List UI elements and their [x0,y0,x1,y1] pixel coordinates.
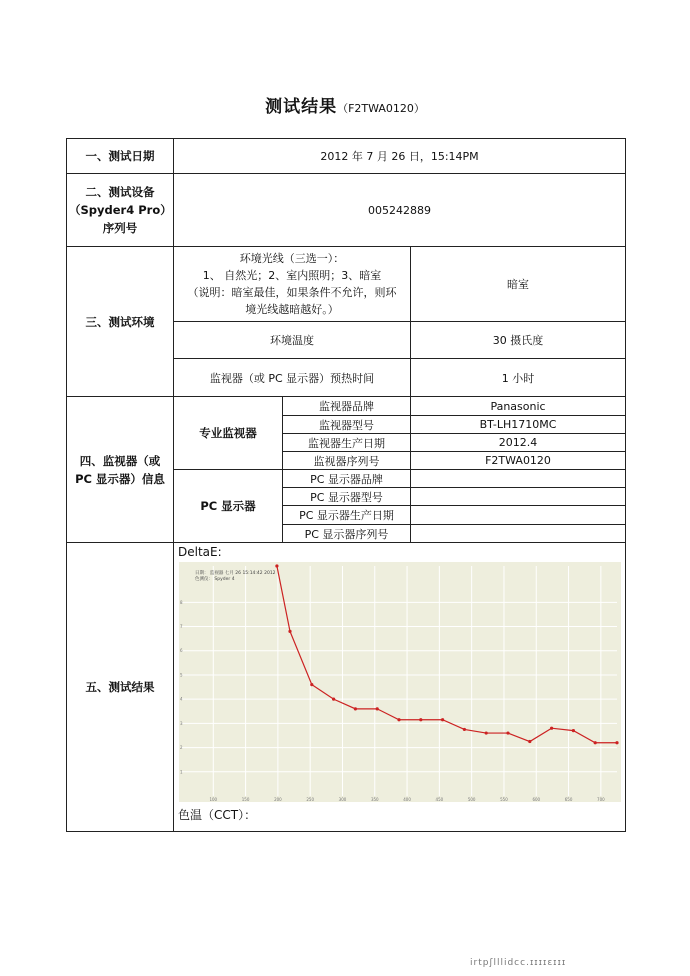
field-value: Panasonic [411,397,626,416]
x-tick-label: 700 [597,797,605,802]
warmup-label: 监视器（或 PC 显示器）预热时间 [174,359,411,397]
cct-label: 色温（CCT）： [178,808,257,822]
y-tick-label: 8 [180,599,183,605]
deltae-data-point [332,698,335,701]
light-desc-line2: 1、 自然光；2、室内照明；3、暗室 [202,269,382,282]
x-tick-label: 150 [241,797,250,802]
y-tick-label: 6 [180,648,183,654]
y-tick-label: 1 [180,769,183,775]
field-value: BT-LH1710MC [411,416,626,434]
device-label-line3: 序列号 [102,221,138,235]
deltae-data-point [310,683,313,686]
field-name: 监视器序列号 [283,452,411,470]
deltae-data-point [594,741,597,744]
result-table [66,138,626,832]
field-value [411,470,626,488]
x-tick-label: 300 [338,797,347,802]
field-name: PC 显示器序列号 [283,525,411,543]
row-result [67,543,626,832]
field-name: PC 显示器品牌 [283,470,411,488]
x-tick-label: 450 [435,797,444,802]
temp-label: 环境温度 [174,322,411,359]
date-label: 一、测试日期 [67,139,174,174]
title-main: 测试结果 [265,97,338,117]
chart-header-line1: 日期： 监视器 七月 26 15:14:42 2012 [195,571,276,576]
x-tick-label: 200 [274,797,282,802]
row-pro-brand [67,397,626,416]
warmup-value: 1 小时 [411,359,626,397]
deltae-data-point [275,564,278,567]
title-serial: （F2TWA0120） [337,102,425,115]
deltae-data-point [463,728,466,731]
device-label-line1: 二、测试设备 [85,185,155,199]
light-desc-line4: 境光线越暗越好。） [245,303,339,316]
row-date [67,139,626,174]
x-tick-label: 250 [306,797,315,802]
deltae-chart [179,562,621,802]
document-title [0,92,690,117]
footer-scribble: irtpʃlllidcc.ɪɪɪɪɛɪɪɪ [470,958,567,968]
x-tick-label: 600 [532,797,541,802]
y-tick-label: 3 [180,720,183,726]
field-value: F2TWA0120 [411,452,626,470]
deltae-data-point [376,707,379,710]
x-tick-label: 100 [209,797,218,802]
monitor-label [67,397,174,543]
monitor-label-line2: PC 显示器）信息 [75,471,165,486]
deltae-data-point [615,741,618,744]
field-name: 监视器型号 [283,416,411,434]
row-env-light [67,247,626,322]
result-chart-cell [174,543,626,832]
deltae-data-point [397,718,400,721]
deltae-data-point [485,731,488,734]
light-description [174,247,411,322]
deltae-data-point [441,718,444,721]
field-value: 2012.4 [411,434,626,452]
chart-header-line2: 色测仪： Spyder 4 [195,577,235,582]
field-name: 监视器生产日期 [283,434,411,452]
pc-monitor-label: PC 显示器 [174,470,283,543]
result-label: 五、测试结果 [67,543,174,832]
field-value [411,488,626,506]
field-name: PC 显示器型号 [283,488,411,506]
temp-value: 30 摄氏度 [411,322,626,359]
x-tick-label: 350 [370,797,379,802]
deltae-label: DeltaE: [178,545,222,559]
device-label [67,174,174,247]
x-tick-label: 500 [467,797,476,802]
date-value: 2012 年 7 月 26 日，15:14PM [174,139,626,174]
device-serial: 005242889 [174,174,626,247]
device-label-line2: （Spyder4 Pro） [69,203,172,217]
deltae-data-point [550,727,553,730]
field-name: PC 显示器生产日期 [283,506,411,525]
light-value: 暗室 [411,247,626,322]
light-desc-line3: （说明：暗室最佳，如果条件不允许，则环 [187,286,397,299]
field-name: 监视器品牌 [283,397,411,416]
monitor-label-line1: 四、监视器（或 [79,453,161,468]
y-tick-label: 5 [180,672,183,678]
x-tick-label: 550 [500,797,508,802]
field-value [411,525,626,543]
y-tick-label: 4 [180,696,183,702]
row-device [67,174,626,247]
x-tick-label: 400 [403,797,411,802]
light-desc-line1: 环境光线（三选一）： [239,252,345,265]
y-tick-label: 7 [180,624,183,630]
deltae-data-point [354,707,357,710]
env-label: 三、测试环境 [67,247,174,397]
deltae-data-point [528,740,531,743]
deltae-data-point [419,718,422,721]
deltae-data-point [506,731,509,734]
y-tick-label: 2 [180,745,183,751]
x-tick-label: 650 [564,797,573,802]
field-value [411,506,626,525]
deltae-data-point [572,729,575,732]
pro-monitor-label: 专业监视器 [174,397,283,470]
deltae-data-point [288,630,291,633]
